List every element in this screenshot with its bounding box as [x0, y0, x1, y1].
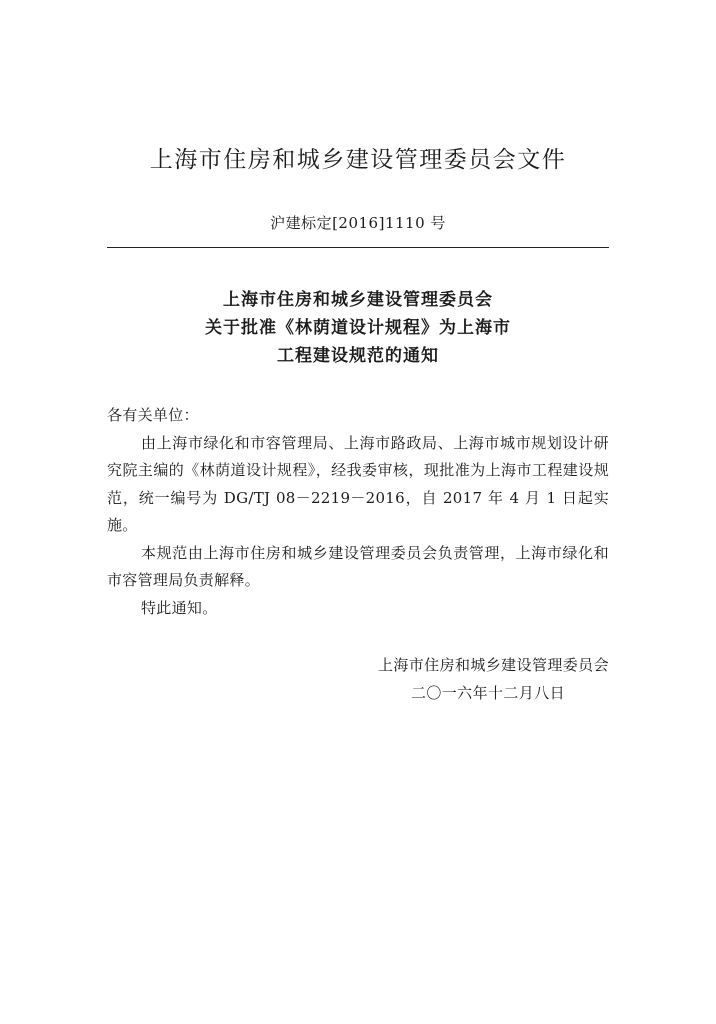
salutation: 各有关单位：: [107, 406, 199, 424]
signature-date: 二〇一六年十二月八日: [410, 684, 565, 702]
signature-block: [0, 651, 609, 707]
body-paragraph-3: 特此通知。: [141, 598, 218, 617]
signature-organization: 上海市住房和城乡建设管理委员会: [377, 656, 609, 674]
notice-title: [0, 286, 716, 370]
title-line-1: 上海市住房和城乡建设管理委员会: [223, 290, 493, 310]
body-paragraph-2: 本规范由上海市住房和城乡建设管理委员会负责管理，上海市绿化和市容管理局负责解释。: [107, 543, 609, 589]
body-paragraph-1: 由上海市绿化和市容管理局、上海市路政局、上海市城市规划设计研究院主编的《林荫道设计规程》，经我委审核，现批准为上海市工程建设规范，统一编号为 DG/TJ 08－2219－2016，自 2017 年 4 月 1 日起实施。: [107, 433, 609, 534]
title-line-3: 工程建设规范的通知: [277, 346, 439, 366]
issuer-header: 上海市住房和城乡建设管理委员会文件: [149, 147, 567, 173]
notice-body: [107, 402, 609, 622]
title-line-2: 关于批准《林荫道设计规程》为上海市: [205, 318, 511, 338]
document-number: 沪建标定[2016]1110 号: [270, 214, 446, 232]
header-divider: [107, 247, 609, 248]
